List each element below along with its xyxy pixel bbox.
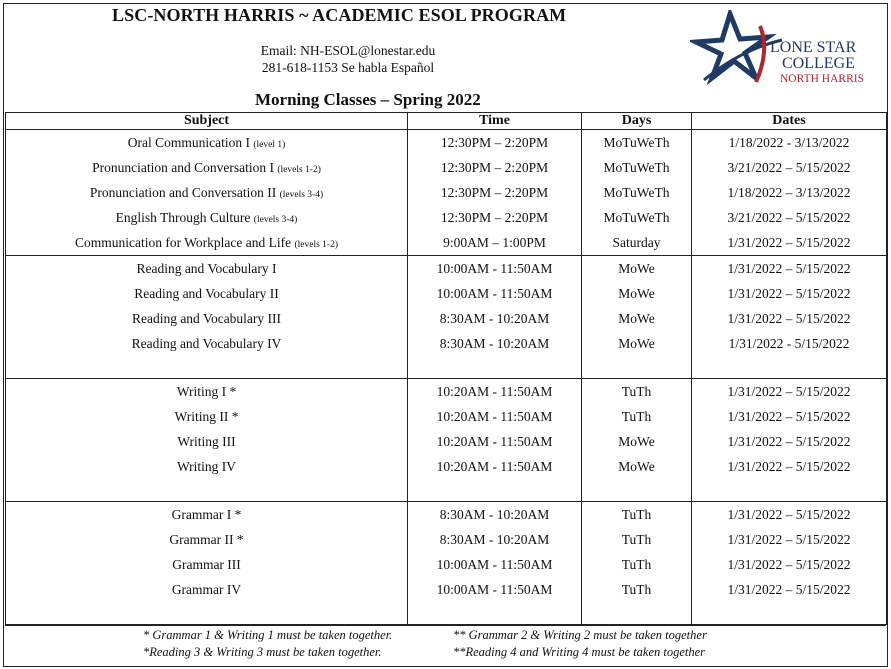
lone-star-college-logo <box>690 10 880 90</box>
spacer-row <box>6 479 887 502</box>
time-cell: 8:30AM - 10:20AM <box>408 502 582 528</box>
days-cell: MoWe <box>582 454 692 479</box>
time-cell: 10:00AM - 11:50AM <box>408 281 582 306</box>
level-note: (levels 1-2) <box>277 164 321 175</box>
days-cell: TuTh <box>582 552 692 577</box>
footnote: * Grammar 1 & Writing 1 must be taken together. <box>143 628 393 642</box>
table-row <box>6 281 887 306</box>
level-note: (levels 3-4) <box>279 189 324 200</box>
time-cell: 10:20AM - 11:50AM <box>408 404 582 429</box>
subject-cell <box>6 306 408 331</box>
days-cell: MoWe <box>582 429 692 454</box>
logo-line2: COLLEGE <box>782 55 855 72</box>
dates-cell: 1/31/2022 – 5/15/2022 <box>692 454 887 479</box>
table-row <box>6 429 887 454</box>
time-cell: 10:00AM - 11:50AM <box>408 552 582 577</box>
subject-cell <box>6 527 408 552</box>
logo-line1: LONE STAR <box>770 39 857 56</box>
time-cell: 10:00AM - 11:50AM <box>408 577 582 602</box>
days-cell: MoWe <box>582 331 692 356</box>
days-cell: TuTh <box>582 379 692 405</box>
star-icon <box>696 14 768 78</box>
table-row <box>6 577 887 602</box>
table-row <box>6 379 887 405</box>
subject-cell <box>6 429 408 454</box>
footnote: **Reading 4 and Writing 4 must be taken together <box>453 645 706 659</box>
days-cell: TuTh <box>582 527 692 552</box>
table-row <box>6 155 887 180</box>
subject-name: Grammar IV <box>171 581 242 597</box>
time-cell: 10:00AM - 11:50AM <box>408 256 582 282</box>
table-row <box>6 527 887 552</box>
days-cell: MoWe <box>582 306 692 331</box>
days-cell: TuTh <box>582 577 692 602</box>
time-cell: 12:30PM – 2:20PM <box>408 155 582 180</box>
dates-cell: 1/31/2022 – 5/15/2022 <box>692 256 887 282</box>
table-row <box>6 306 887 331</box>
dates-cell: 1/31/2022 – 5/15/2022 <box>692 230 887 256</box>
subject-name: Grammar I * <box>171 506 242 522</box>
subject-name: Reading and Vocabulary III <box>131 310 282 326</box>
schedule-subtitle: Morning Classes – Spring 2022 <box>255 90 481 109</box>
subject-cell <box>6 281 408 306</box>
days-cell: MoWe <box>582 256 692 282</box>
time-cell: 12:30PM – 2:20PM <box>408 130 582 156</box>
subject-name: Writing II * <box>174 408 239 424</box>
time-cell: 12:30PM – 2:20PM <box>408 205 582 230</box>
dates-cell: 1/31/2022 – 5/15/2022 <box>692 429 887 454</box>
dates-cell: 1/18/2022 - 3/13/2022 <box>692 130 887 156</box>
subject-name: Writing I * <box>176 383 237 399</box>
subject-cell <box>6 404 408 429</box>
class-schedule-table <box>5 112 887 625</box>
dates-cell: 1/31/2022 – 5/15/2022 <box>692 527 887 552</box>
subject-name: Writing III <box>177 433 236 449</box>
days-cell: MoTuWeTh <box>582 155 692 180</box>
spacer-row <box>6 356 887 379</box>
table-row <box>6 404 887 429</box>
days-cell: TuTh <box>582 502 692 528</box>
dates-cell: 1/31/2022 – 5/15/2022 <box>692 502 887 528</box>
subject-name: English Through Culture <box>115 209 251 225</box>
dates-cell: 1/31/2022 - 5/15/2022 <box>692 331 887 356</box>
footnotes <box>5 625 886 660</box>
subject-name: Oral Communication I <box>127 134 250 150</box>
subject-name: Reading and Vocabulary II <box>134 285 279 301</box>
dates-cell: 1/18/2022 – 3/13/2022 <box>692 180 887 205</box>
subject-cell <box>6 256 408 282</box>
subject-name: Grammar II * <box>169 531 244 547</box>
level-note: (levels 1-2) <box>294 239 338 250</box>
phone-text: 281-618-1153 Se habla Español <box>261 60 435 75</box>
dates-cell: 1/31/2022 – 5/15/2022 <box>692 306 887 331</box>
column-header: Days <box>582 113 692 130</box>
time-cell: 10:20AM - 11:50AM <box>408 379 582 405</box>
table-row <box>6 502 887 528</box>
subject-name: Pronunciation and Conversation II <box>89 184 277 200</box>
subject-cell <box>6 502 408 528</box>
dates-cell: 1/31/2022 – 5/15/2022 <box>692 404 887 429</box>
footnote: *Reading 3 & Writing 3 must be taken together. <box>143 645 382 659</box>
table-row <box>6 331 887 356</box>
table-row <box>6 454 887 479</box>
subject-cell <box>6 230 408 256</box>
days-cell: TuTh <box>582 404 692 429</box>
subject-cell <box>6 454 408 479</box>
table-row <box>6 256 887 282</box>
column-header: Time <box>408 113 582 130</box>
table-row <box>6 205 887 230</box>
days-cell: MoTuWeTh <box>582 130 692 156</box>
subject-cell <box>6 205 408 230</box>
subject-cell <box>6 379 408 405</box>
dates-cell: 1/31/2022 – 5/15/2022 <box>692 552 887 577</box>
dates-cell: 1/31/2022 – 5/15/2022 <box>692 281 887 306</box>
table-row <box>6 130 887 156</box>
level-note: (levels 3-4) <box>253 214 298 225</box>
column-header: Dates <box>692 113 887 130</box>
subject-cell <box>6 180 408 205</box>
days-cell: MoWe <box>582 281 692 306</box>
time-cell: 10:20AM - 11:50AM <box>408 429 582 454</box>
contact-info <box>248 42 448 76</box>
time-cell: 8:30AM - 10:20AM <box>408 306 582 331</box>
footnote: ** Grammar 2 & Writing 2 must be taken together <box>453 628 707 642</box>
subject-name: Grammar III <box>172 556 241 572</box>
subject-name: Communication for Workplace and Life <box>74 234 292 250</box>
time-cell: 8:30AM - 10:20AM <box>408 527 582 552</box>
table-row <box>6 180 887 205</box>
days-cell: Saturday <box>582 230 692 256</box>
time-cell: 10:20AM - 11:50AM <box>408 454 582 479</box>
page-title: LSC-NORTH HARRIS ~ ACADEMIC ESOL PROGRAM <box>112 5 567 25</box>
time-cell: 9:00AM – 1:00PM <box>408 230 582 256</box>
dates-cell: 3/21/2022 – 5/15/2022 <box>692 155 887 180</box>
email-text: Email: NH-ESOL@lonestar.edu <box>260 43 436 58</box>
days-cell: MoTuWeTh <box>582 205 692 230</box>
subject-name: Writing IV <box>176 458 237 474</box>
dates-cell: 1/31/2022 – 5/15/2022 <box>692 577 887 602</box>
subject-cell <box>6 130 408 156</box>
subject-cell <box>6 552 408 577</box>
subject-name: Reading and Vocabulary IV <box>131 335 282 351</box>
subject-cell <box>6 577 408 602</box>
time-cell: 8:30AM - 10:20AM <box>408 331 582 356</box>
table-header-row <box>6 113 887 130</box>
dates-cell: 3/21/2022 – 5/15/2022 <box>692 205 887 230</box>
time-cell: 12:30PM – 2:20PM <box>408 180 582 205</box>
subject-cell <box>6 155 408 180</box>
table-row <box>6 552 887 577</box>
table-row <box>6 230 887 256</box>
days-cell: MoTuWeTh <box>582 180 692 205</box>
subject-name: Reading and Vocabulary I <box>136 260 277 276</box>
level-note: (level 1) <box>253 139 286 150</box>
spacer-row <box>6 602 887 625</box>
subject-cell <box>6 331 408 356</box>
column-header: Subject <box>6 113 408 130</box>
logo-line3: NORTH HARRIS <box>780 73 864 85</box>
dates-cell: 1/31/2022 – 5/15/2022 <box>692 379 887 405</box>
subject-name: Pronunciation and Conversation I <box>92 159 274 175</box>
